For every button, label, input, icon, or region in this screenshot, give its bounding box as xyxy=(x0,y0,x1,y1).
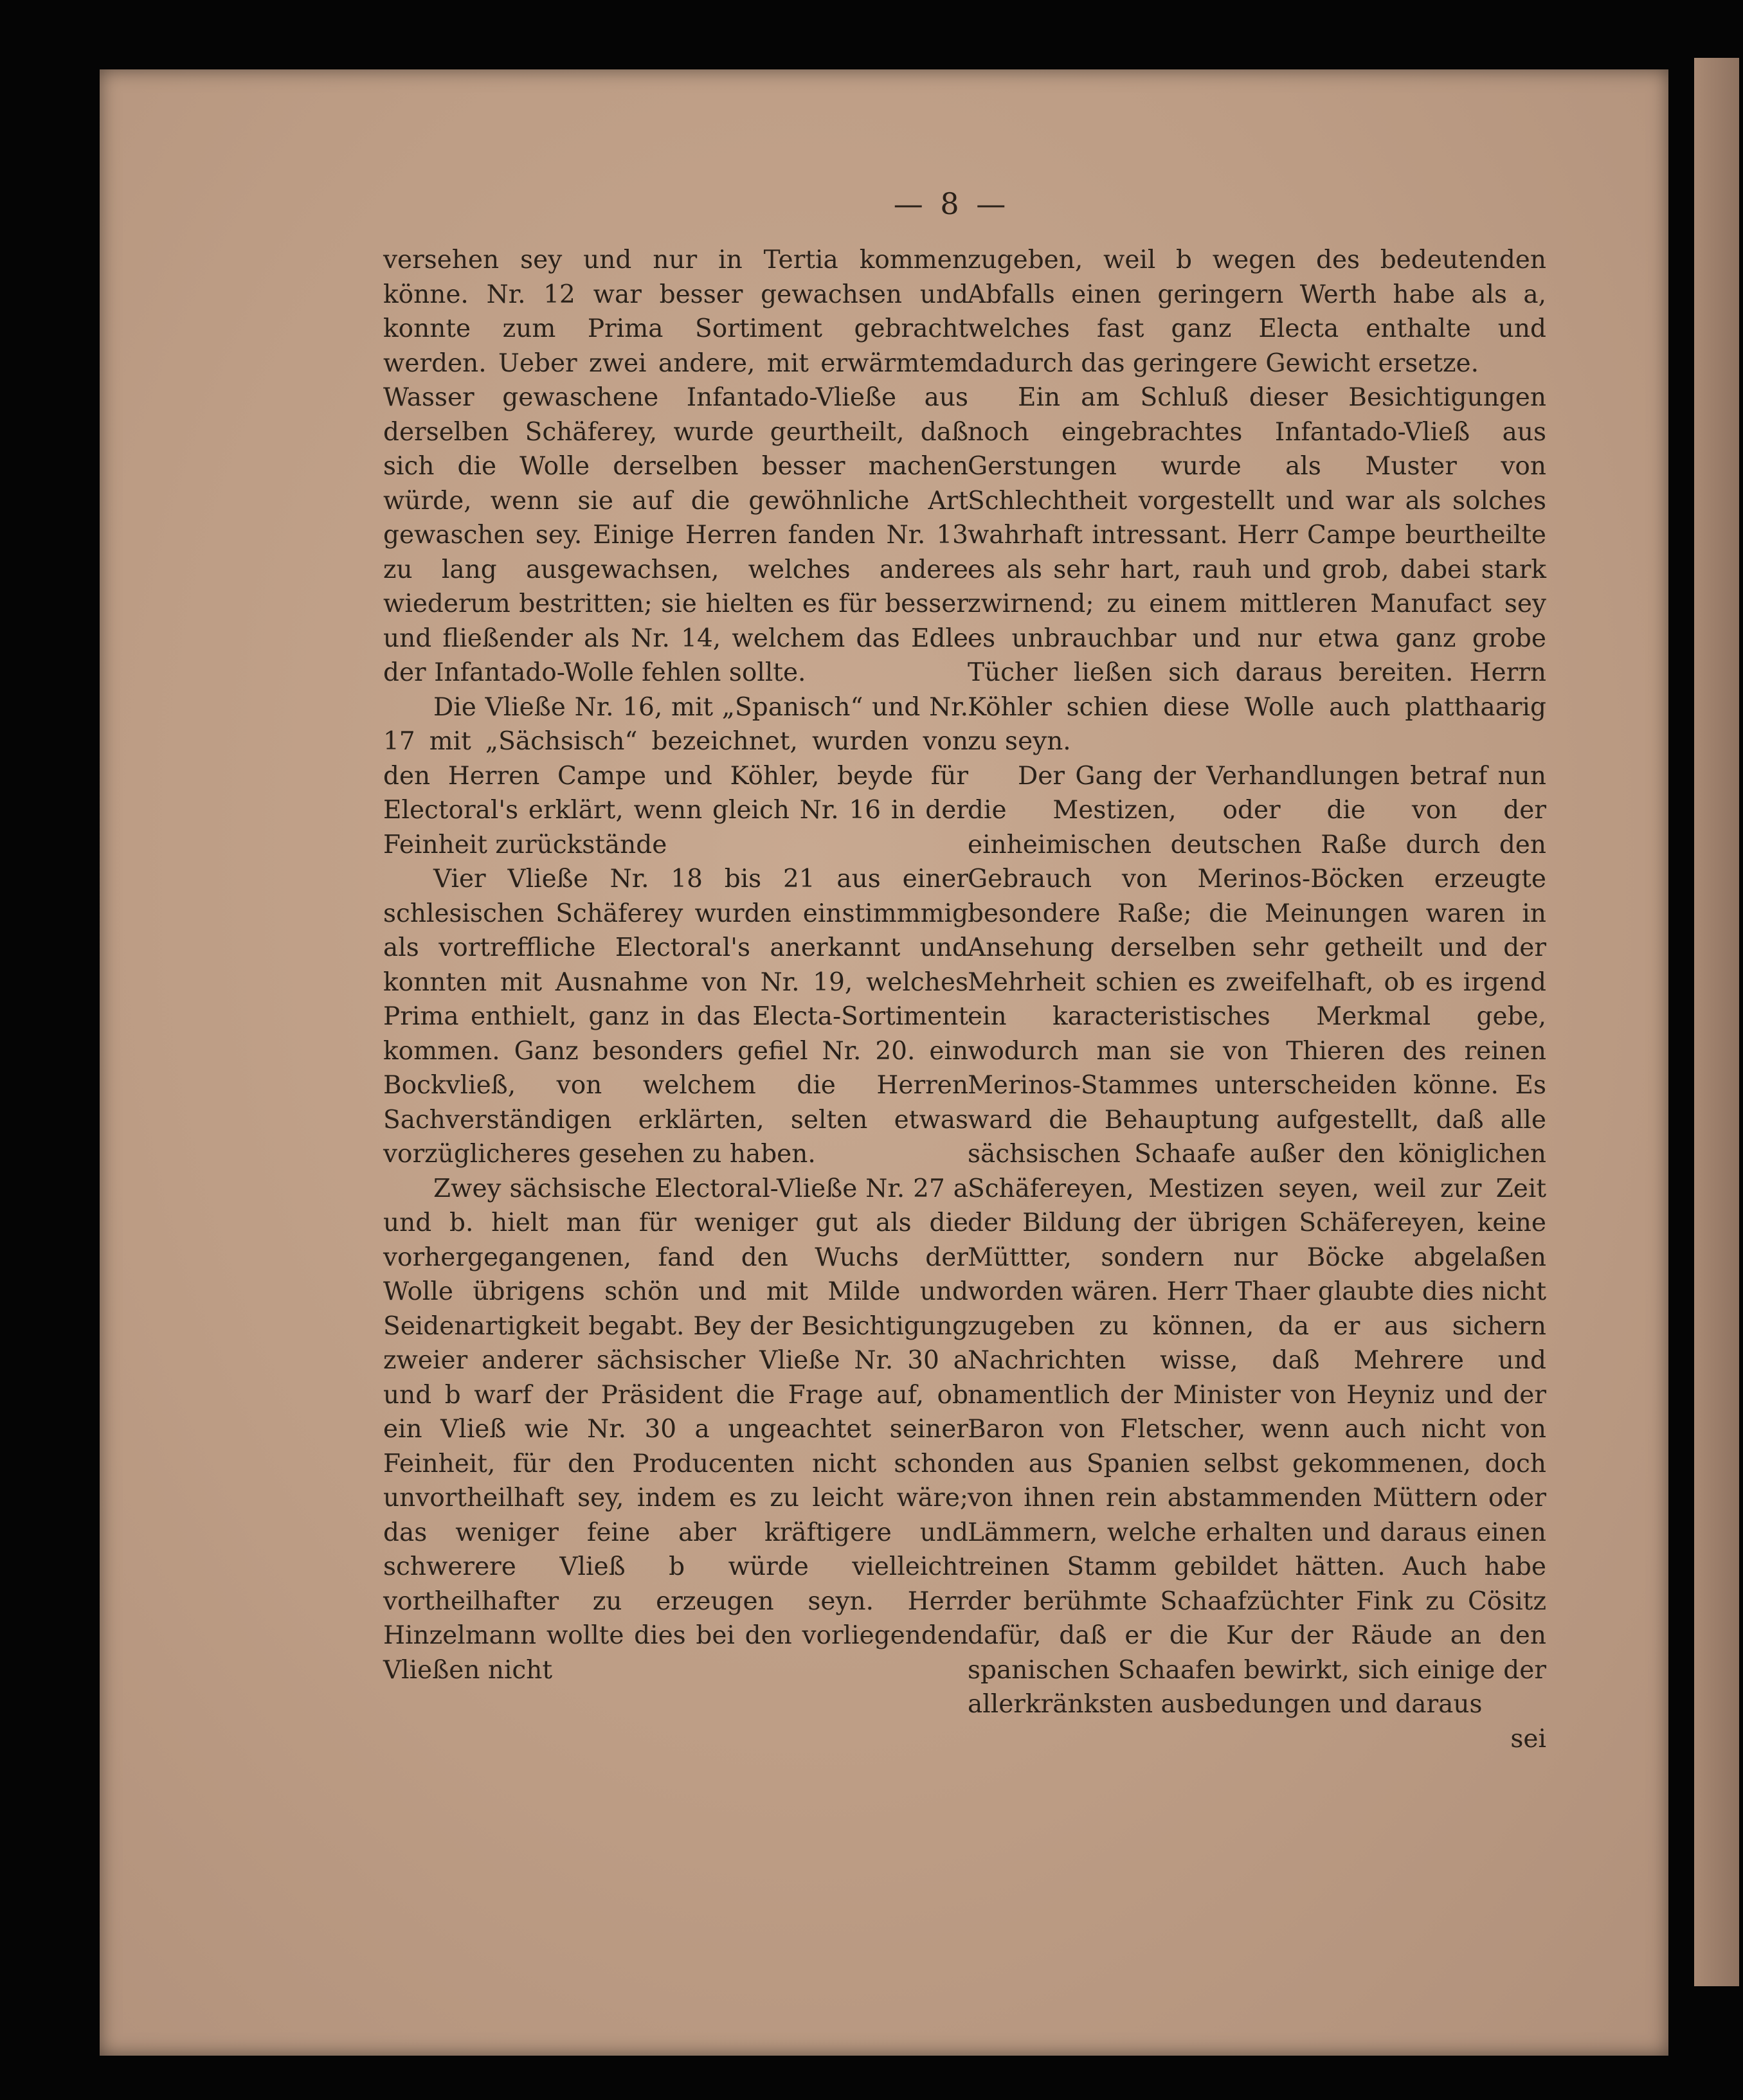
left-text-column xyxy=(383,243,968,1687)
left-paragraph-1: versehen sey und nur in Tertia kommen könne. Nr. 12 war besser gewachsen und konnte zum Prima Sortiment gebracht werden. Ueber zwei andere, mit erwärmtem Wasser gewaschene Infantado-Vließe aus derselben Schäferey, wurde geurtheilt, daß sich die Wolle derselben besser machen würde, wenn sie auf die gewöhnliche Art gewaschen sey. Einige Herren fanden Nr. 13 zu lang ausgewachsen, welches andere wiederum bestritten; sie hielten es für besser und fließender als Nr. 14, welchem das Edle der Infantado-Wolle fehlen sollte. xyxy=(383,246,968,687)
catchword: sei xyxy=(1510,1724,1546,1754)
page-number: — 8 — xyxy=(893,186,1010,221)
right-paragraph-1: zugeben, weil b wegen des bedeutenden Abfalls einen geringern Werth habe als a, welches fast ganz Electa enthalte und dadurch das geringere Gewicht ersetze. xyxy=(968,246,1546,378)
right-paragraph-2: Ein am Schluß dieser Besichtigungen noch eingebrachtes Infantado-Vließ aus Gerstungen wurde als Muster von Schlechtheit vorgestellt und war als solches wahrhaft intressant. Herr Campe beurtheilte es als sehr hart, rauh und grob, dabei stark zwirnend; zu einem mittleren Manufact sey es unbrauchbar und nur etwa ganz grobe Tücher ließen sich daraus bereiten. Herrn Köhler schien diese Wolle auch platthaarig zu seyn. xyxy=(968,383,1546,756)
left-paragraph-4: Zwey sächsische Electoral-Vließe Nr. 27 a und b. hielt man für weniger gut als die vorhergegangenen, fand den Wuchs der Wolle übrigens schön und mit Milde und Seidenartigkeit begabt. Bey der Besichtigung zweier anderer sächsischer Vließe Nr. 30 a und b warf der Präsident die Frage auf, ob ein Vließ wie Nr. 30 a ungeachtet seiner Feinheit, für den Producenten nicht schon unvortheilhaft sey, indem es zu leicht wäre; das weniger feine aber kräftigere und schwerere Vließ b würde vielleicht vortheilhafter zu erzeugen seyn. Herr Hinzelmann wollte dies bei den vorliegenden Vließen nicht xyxy=(383,1174,968,1685)
right-text-column xyxy=(968,243,1546,1756)
right-paragraph-3: Der Gang der Verhandlungen betraf nun die Mestizen, oder die von der einheimischen deutschen Raße durch den Gebrauch von Merinos-Böcken erzeugte besondere Raße; die Meinungen waren in Ansehung derselben sehr getheilt und der Mehrheit schien es zweifelhaft, ob es irgend ein karacteristisches Merkmal gebe, wodurch man sie von Thieren des reinen Merinos-Stammes unterscheiden könne. Es ward die Behauptung aufgestellt, daß alle sächsischen Schaafe außer den königlichen Schäfereyen, Mestizen seyen, weil zur Zeit der Bildung der übrigen Schäfereyen, keine Müttter, sondern nur Böcke abgelaßen worden wären. Herr Thaer glaubte dies nicht zugeben zu können, da er aus sichern Nachrichten wisse, daß Mehrere und namentlich der Minister von Heyniz und der Baron von Fletscher, wenn auch nicht von den aus Spanien selbst gekommenen, doch von ihnen rein abstammenden Müttern oder Lämmern, welche erhalten und daraus einen reinen Stamm gebildet hätten. Auch habe der berühmte Schaafzüchter Fink zu Cösitz dafür, daß er die Kur der Räude an den spanischen Schaafen bewirkt, sich einige der allerkränksten ausbedungen und daraus xyxy=(968,761,1546,1719)
left-paragraph-3: Vier Vließe Nr. 18 bis 21 aus einer schlesischen Schäferey wurden einstimmmig als vortreffliche Electoral's anerkannt und konnten mit Ausnahme von Nr. 19, welches Prima enthielt, ganz in das Electa-Sortiment kommen. Ganz besonders gefiel Nr. 20. ein Bockvließ, von welchem die Herren Sachverständigen erklärten, selten etwas vorzüglicheres gesehen zu haben. xyxy=(383,865,968,1169)
left-paragraph-2: Die Vließe Nr. 16, mit „Spanisch“ und Nr. 17 mit „Sächsisch“ bezeichnet, wurden von den Herren Campe und Köhler, beyde für Electoral's erklärt, wenn gleich Nr. 16 in der Feinheit zurückstände xyxy=(383,692,968,859)
adjacent-page-edge xyxy=(1694,58,1739,1986)
